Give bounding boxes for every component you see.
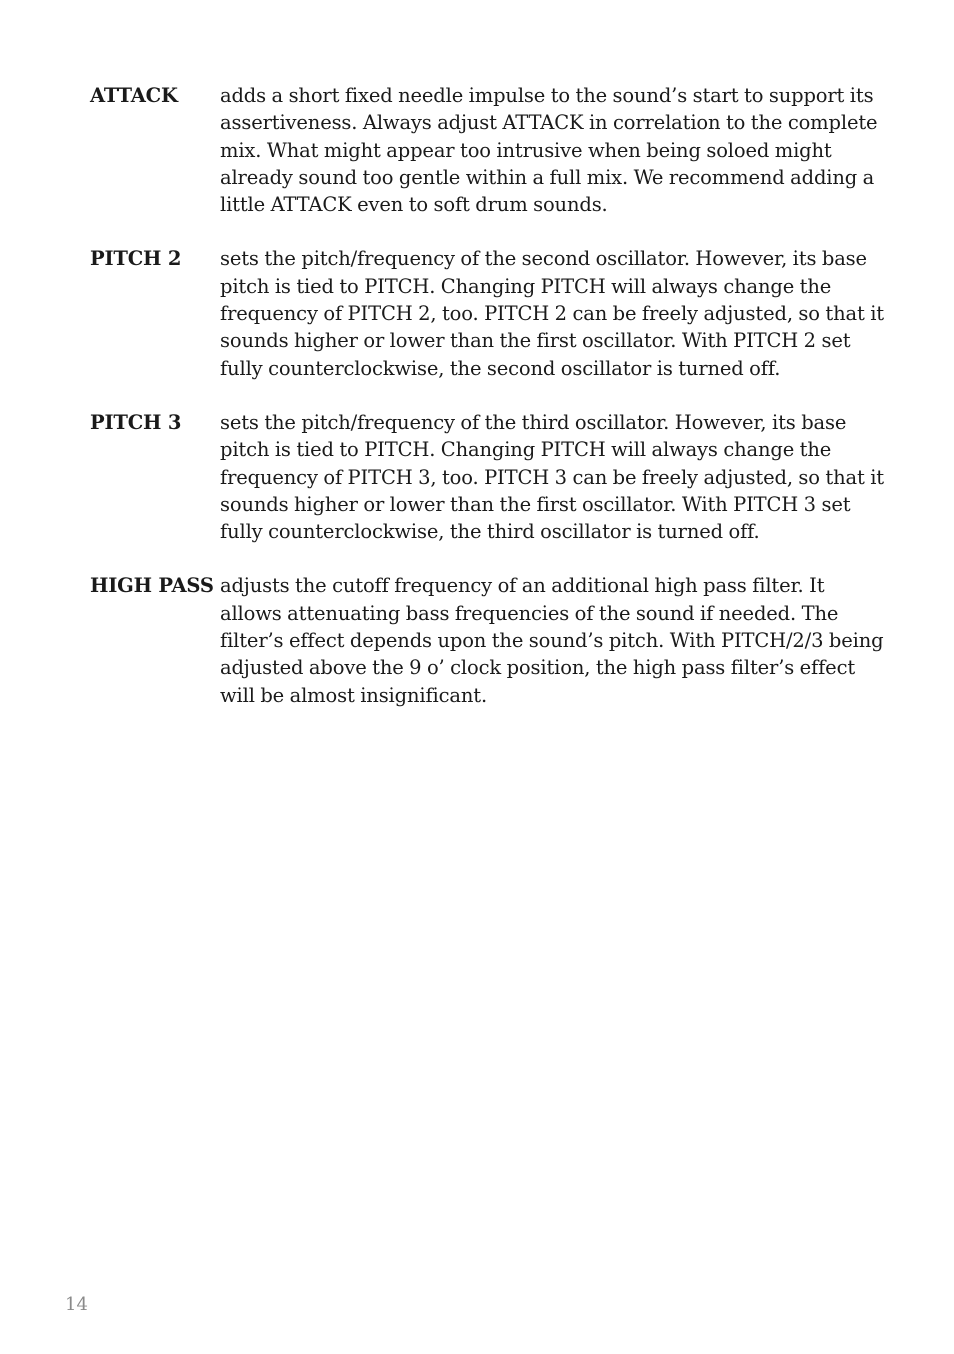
entry-high-pass — [90, 572, 890, 708]
entry-pitch-2 — [90, 245, 890, 381]
parameter-list — [90, 82, 890, 736]
term-pitch-3: PITCH 3 — [90, 410, 182, 434]
term-pitch-2: PITCH 2 — [90, 247, 182, 271]
definition-high-pass: adjusts the cutoff frequency of an additional high pass filter. It allows attenuating bass frequencies of the sound if needed. The filter’s effect depends upon the sound’s pitch. With PITCH/2/3 being adjusted above the 9 o’ clock position, the high pass filter’s effect will be almost insignificant. — [220, 574, 884, 707]
entry-attack — [90, 82, 890, 218]
page-number: 14 — [65, 1294, 88, 1315]
definition-pitch-3: sets the pitch/frequency of the third oscillator. However, its base pitch is tied to PITCH. Changing PITCH will always change the frequency of PITCH 3, too. PITCH 3 can be freely adjusted, so that it sounds higher or lower than the first oscillator. With PITCH 3 set fully counterclockwise, the third oscillator is turned off. — [220, 410, 884, 544]
definition-attack: adds a short fixed needle impulse to the sound’s start to support its assertiveness. Always adjust ATTACK in correlation to the complete mix. What might appear too intrusive when being soloed might already sound too gentle within a full mix. We recommend adding a little ATTACK even to soft drum sounds. — [220, 84, 878, 217]
entry-pitch-3 — [90, 409, 890, 545]
term-attack: ATTACK — [90, 84, 178, 107]
term-high-pass: HIGH PASS — [90, 574, 214, 598]
definition-pitch-2: sets the pitch/frequency of the second oscillator. However, its base pitch is tied to PITCH. Changing PITCH will always change the frequency of PITCH 2, too. PITCH 2 can be freely adjusted, so that it sounds higher or lower than the first oscillator. With PITCH 2 set fully counterclockwise, the second oscillator is turned off. — [220, 247, 884, 380]
